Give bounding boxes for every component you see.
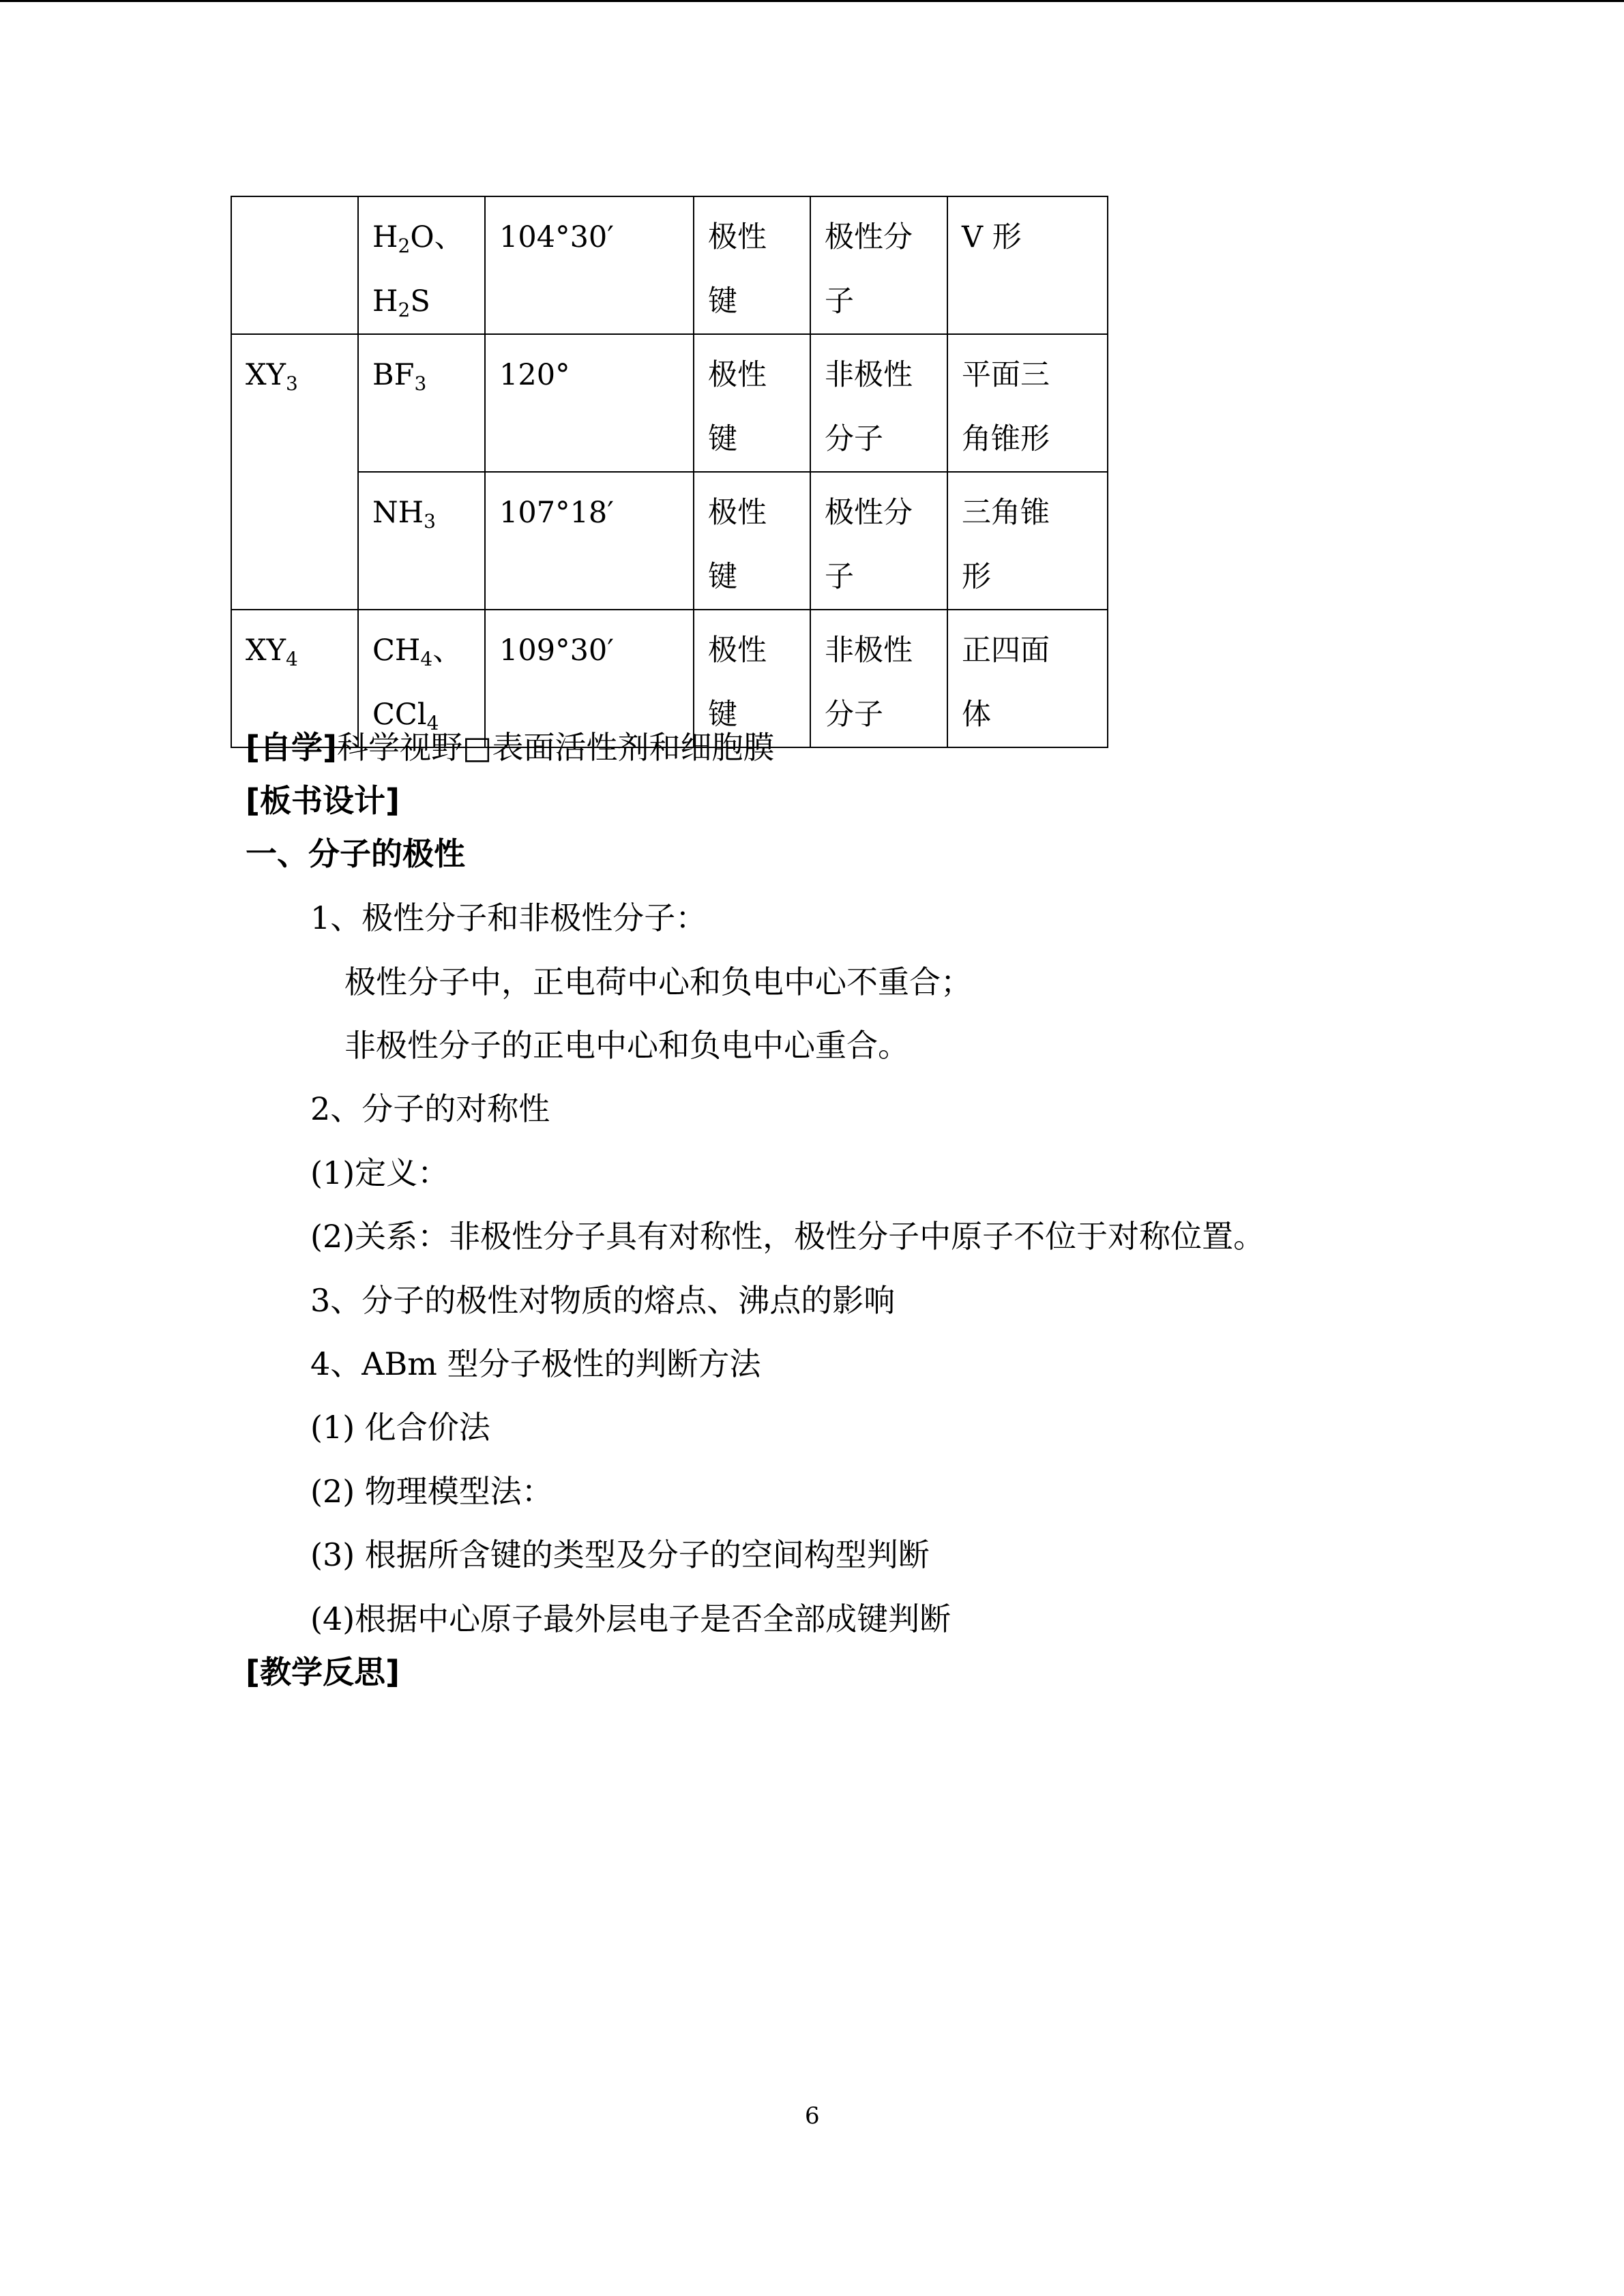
list-item: (2) 物理模型法： [310, 1473, 553, 1510]
list-item: 2、分子的对称性 [310, 1090, 550, 1127]
shape-cell: 三角锥 形 [947, 472, 1108, 610]
list-item: 4、ABm 型分子极性的判断方法 [310, 1345, 761, 1382]
bond-angle-cell: 104°30′ [485, 196, 694, 334]
bond-type-cell: 极性 键 [694, 334, 810, 472]
molecule-cell: $CH_4$、 CCl$_4$ [358, 610, 485, 747]
table-row [231, 196, 1108, 334]
top-border-line [0, 0, 1624, 2]
section-title: 一、分子的极性 [246, 835, 465, 872]
page-number: 6 [805, 2102, 820, 2130]
bond-angle-cell: 120° [485, 334, 694, 472]
bond-angle-cell: 109°30′ [485, 610, 694, 747]
shape-cell: 平面三 角锥形 [947, 334, 1108, 472]
table-row [231, 472, 1108, 610]
molecule-polarity-cell: 非极性 分子 [810, 610, 947, 747]
molecule-polarity-cell: 极性分 子 [810, 472, 947, 610]
list-item: (4)根据中心原子最外层电子是否全部成键判断 [310, 1600, 951, 1637]
molecule-cell: $H_2O$、 $H_2S$ [358, 196, 485, 334]
molecule-table [231, 196, 1108, 748]
list-item: 极性分子中，正电荷中心和负电中心不重合； [344, 964, 972, 1000]
shape-cell: V 形 [947, 196, 1108, 334]
bond-type-cell: 极性 键 [694, 196, 810, 334]
list-item: 3、分子的极性对物质的熔点、沸点的影响 [310, 1282, 896, 1319]
shape-cell: 正四面 体 [947, 610, 1108, 747]
bond-angle-cell: 107°18′ [485, 472, 694, 610]
molecule-type-cell [231, 196, 358, 334]
molecule-polarity-cell: 非极性 分子 [810, 334, 947, 472]
list-item: (1)定义： [310, 1154, 449, 1191]
list-item: (3) 根据所含键的类型及分子的空间构型判断 [310, 1536, 930, 1573]
bond-type-cell: 极性 键 [694, 610, 810, 747]
bond-type-cell: 极性 键 [694, 472, 810, 610]
molecule-type-cell: $XY_4$ [231, 610, 358, 747]
self-study-text: 科学视野□表面活性剂和细胞膜 [337, 729, 775, 766]
self-study-tag: [自学] [246, 729, 338, 766]
reflection-heading: [教学反思] [246, 1654, 400, 1690]
molecule-cell: $NH_3$ [358, 472, 485, 610]
board-design-heading: [板书设计] [246, 782, 400, 819]
list-item: (2)关系：非极性分子具有对称性，极性分子中原子不位于对称位置。 [310, 1218, 1265, 1255]
list-item: (1) 化合价法 [310, 1409, 490, 1446]
self-study-line [246, 727, 775, 768]
molecule-cell: $BF_3$ [358, 334, 485, 472]
table-row [231, 334, 1108, 472]
list-item: 1、极性分子和非极性分子： [310, 899, 707, 936]
molecule-polarity-cell: 极性分 子 [810, 196, 947, 334]
molecule-type-cell: $XY_3$ [231, 334, 358, 610]
list-item: 非极性分子的正电中心和负电中心重合。 [344, 1027, 909, 1064]
